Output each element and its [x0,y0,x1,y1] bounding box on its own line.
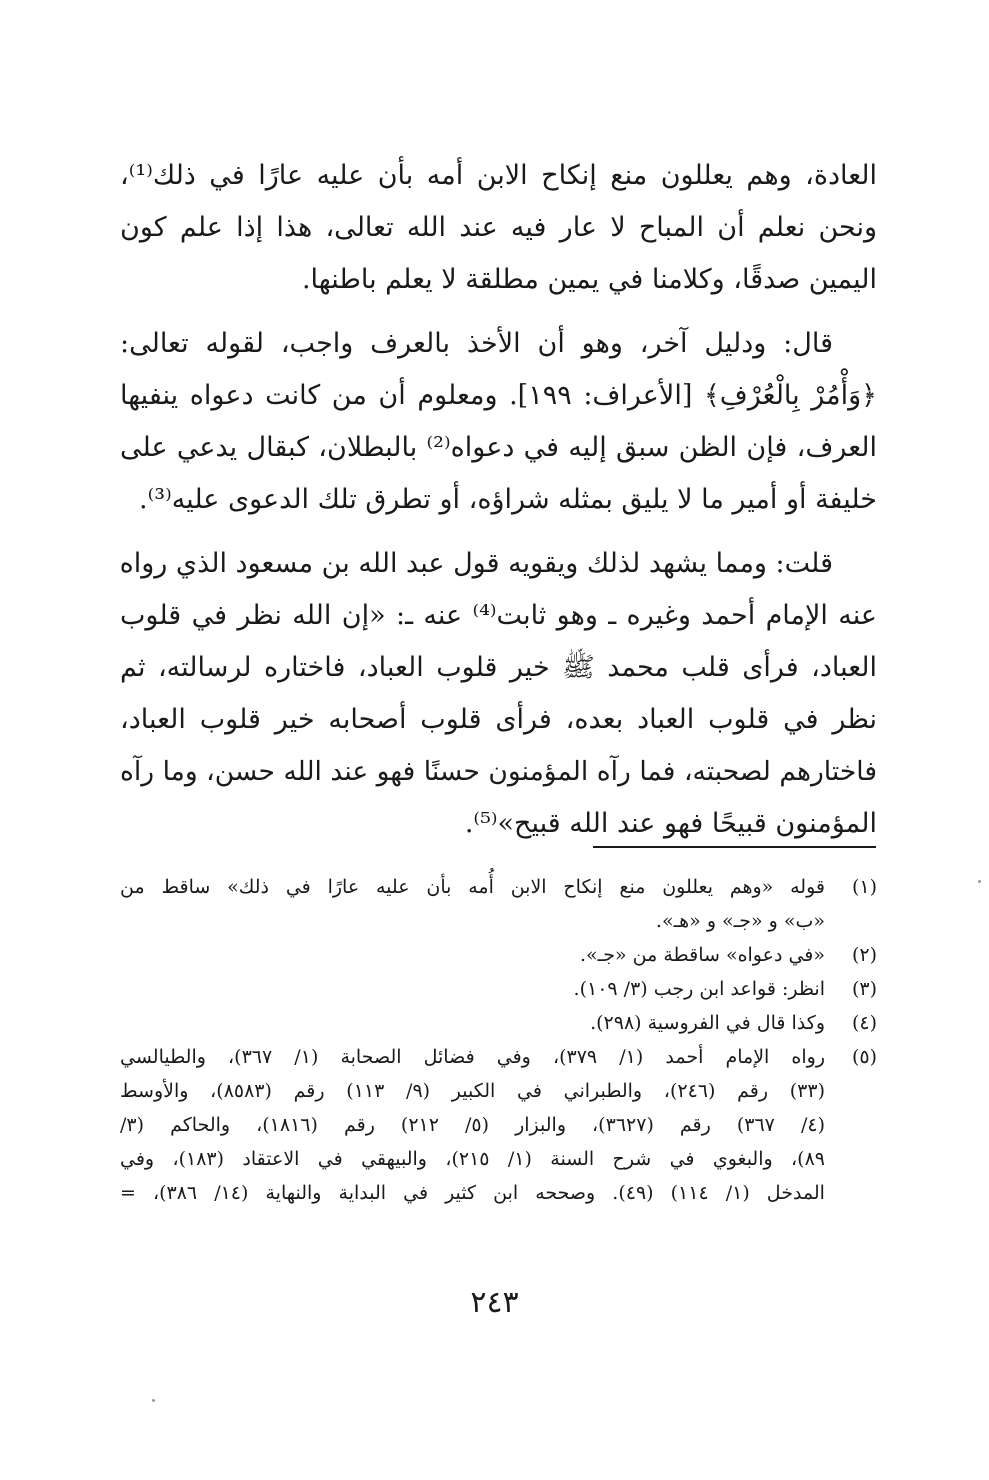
text-line: العادة، وهم يعللون منع إنكاح الابن أمه بأن عليه عارًا في ذلك⁽¹⁾، [120,160,877,191]
paragraph [120,318,877,526]
footnote-line: ٨٩)، والبغوي في شرح السنة (١/ ٢١٥)، والبيهقي في الاعتقاد (١٨٣)، وفي [120,1148,826,1170]
footnote-text [120,972,825,1006]
footnote-line: (٤/ ٣٦٧) رقم (٣٦٢٧)، والبزار (٥/ ٢١٢) رقم (١٨١٦)، والحاكم (٣/ [120,1114,825,1136]
footnote-text [120,1006,825,1040]
footnote [120,1040,877,1210]
footnote-separator [593,846,876,848]
text-line: العرف، فإن الظن سبق إليه في دعواه⁽²⁾ بالبطلان، كبقال يدعي على [120,432,877,463]
text-line: فاختارهم لصحبته، فما رآه المؤمنون حسنًا فهو عند الله حسن، وما رآه [120,756,877,787]
main-text [120,150,877,862]
footnote-number: (٣) [851,978,877,1000]
text-line: خليفة أو أمير ما لا يليق بمثله شراؤه، أو تطرق تلك الدعوى عليه⁽³⁾. [139,484,877,515]
text-line: اليمين صدقًا، وكلامنا في يمين مطلقة لا يعلم باطنها. [301,264,877,295]
paragraph [120,150,877,306]
footnote-number: (٤) [851,1012,877,1034]
scan-speck [152,1399,155,1402]
footnote-line: وكذا قال في الفروسية (٢٩٨). [590,1012,825,1034]
footnote-line: قوله «وهم يعللون منع إنكاح الابن أُمه بأن عليه عارًا في ذلك» ساقط من [120,876,825,898]
footnote-line: (٣٣) رقم (٢٤٦)، والطبراني في الكبير (٩/ ١١٣) رقم (٨٥٨٣)، والأوسط [120,1080,825,1102]
footnote-line: «ب» و «جـ» و «هـ». [655,910,825,932]
footnote-line: رواه الإمام أحمد (١/ ٣٧٩)، وفي فضائل الصحابة (١/ ٣٦٧)، والطيالسي [120,1046,825,1068]
text-line: ونحن نعلم أن المباح لا عار فيه عند الله تعالى، هذا إذا علم كون [120,212,877,243]
footnote [120,1006,877,1040]
footnotes [120,870,877,1210]
footnote-text [120,1040,825,1210]
footnote-number: (١) [851,876,877,898]
text-line: ﴿وَأْمُرْ بِالْعُرْفِ﴾ [الأعراف: ١٩٩]. ومعلوم أن من كانت دعواه ينفيها [120,380,877,411]
text-line: المؤمنون قبيحًا فهو عند الله قبيح»⁽⁵⁾. [464,808,877,839]
scan-speck [978,880,981,883]
footnote-text [120,938,825,972]
footnote-line: «في دعواه» ساقطة من «جـ». [580,944,825,966]
footnote-text [120,870,825,938]
text-line: قلت: ومما يشهد لذلك ويقويه قول عبد الله بن مسعود الذي رواه [119,548,833,579]
text-line: عنه الإمام أحمد وغيره ـ وهو ثابت⁽⁴⁾ عنه ـ: «إن الله نظر في قلوب [120,600,877,631]
footnote-number: (٢) [851,944,877,966]
paragraph [120,538,877,850]
footnote [120,972,877,1006]
footnote-line: انظر: قواعد ابن رجب (٣/ ١٠٩). [573,978,825,1000]
page-number: ٢٤٣ [470,1285,519,1320]
text-line: قال: ودليل آخر، وهو أن الأخذ بالعرف واجب، لقوله تعالى: [120,328,833,359]
text-line: نظر في قلوب العباد بعده، فرأى قلوب أصحابه خير قلوب العباد، [120,704,877,735]
footnote [120,938,877,972]
footnote-line: المدخل (١/ ١١٤) (٤٩). وصححه ابن كثير في البداية والنهاية (١٤/ ٣٨٦)، = [120,1182,825,1204]
text-line: العباد، فرأى قلب محمد ﷺ خير قلوب العباد، فاختاره لرسالته، ثم [120,652,877,683]
footnote-number: (٥) [851,1046,877,1068]
footnote [120,870,877,938]
